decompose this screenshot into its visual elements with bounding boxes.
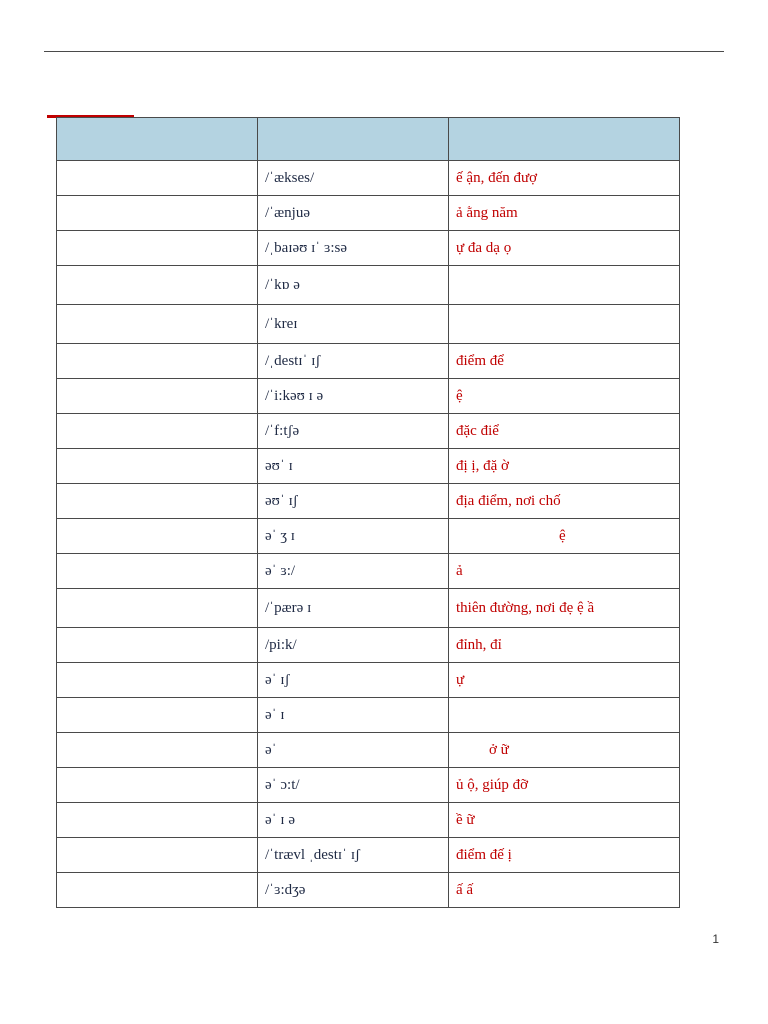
ipa-cell: əˈ <box>258 733 449 768</box>
ipa-cell: əˈ ɜ:/ <box>258 554 449 589</box>
table-row <box>57 838 680 873</box>
table-row <box>57 519 680 554</box>
table-row <box>57 379 680 414</box>
ipa-cell: /ˈænjuə <box>258 196 449 231</box>
meaning-cell: ấ ấ <box>449 873 680 908</box>
word-cell <box>57 554 258 589</box>
top-rule <box>44 51 724 52</box>
table-row <box>57 873 680 908</box>
table-header-row <box>57 118 680 161</box>
word-cell <box>57 161 258 196</box>
word-cell <box>57 768 258 803</box>
meaning-cell: đỉnh, đỉ <box>449 628 680 663</box>
ipa-cell: /ˈɜ:dʒə <box>258 873 449 908</box>
ipa-cell: əˈ ɪ ə <box>258 803 449 838</box>
table-row <box>57 589 680 628</box>
ipa-cell: əˈ ɔ:t/ <box>258 768 449 803</box>
meaning-cell: ủ ộ, giúp đỡ <box>449 768 680 803</box>
table-row <box>57 768 680 803</box>
ipa-cell: /ˈtrævl ˌdestɪˈ ɪʃ <box>258 838 449 873</box>
word-cell <box>57 628 258 663</box>
word-cell <box>57 519 258 554</box>
word-cell <box>57 589 258 628</box>
table-row <box>57 554 680 589</box>
meaning-cell <box>449 305 680 344</box>
table-row <box>57 161 680 196</box>
word-cell <box>57 733 258 768</box>
meaning-cell: đặc điể <box>449 414 680 449</box>
table-row <box>57 628 680 663</box>
word-cell <box>57 196 258 231</box>
ipa-cell: /ˌdestɪˈ ɪʃ <box>258 344 449 379</box>
ipa-cell: əˈ ʒ ɪ <box>258 519 449 554</box>
ipa-cell: /pi:k/ <box>258 628 449 663</box>
word-cell <box>57 266 258 305</box>
word-cell <box>57 379 258 414</box>
ipa-cell: əˈ ɪʃ <box>258 663 449 698</box>
meaning-cell <box>449 266 680 305</box>
ipa-cell: /ˈi:kəʊ ɪ ə <box>258 379 449 414</box>
word-cell <box>57 698 258 733</box>
word-cell <box>57 305 258 344</box>
word-cell <box>57 873 258 908</box>
word-cell <box>57 663 258 698</box>
ipa-cell: /ˈkreɪ <box>258 305 449 344</box>
word-cell <box>57 484 258 519</box>
meaning-cell: ả ằng năm <box>449 196 680 231</box>
table-row <box>57 663 680 698</box>
meaning-cell: thiên đường, nơi đẹ ệ ầ <box>449 589 680 628</box>
table-row <box>57 414 680 449</box>
word-cell <box>57 414 258 449</box>
meaning-cell: ệ <box>449 519 680 554</box>
meaning-cell: ả <box>449 554 680 589</box>
header-cell-meaning <box>449 118 680 161</box>
word-cell <box>57 449 258 484</box>
vocabulary-table <box>56 117 680 908</box>
ipa-cell: /ˌbaɪəʊ ɪˈ ɜ:sə <box>258 231 449 266</box>
ipa-cell: əʊˈ ɪ <box>258 449 449 484</box>
table-row <box>57 803 680 838</box>
meaning-cell: ự đa dạ ọ <box>449 231 680 266</box>
word-cell <box>57 838 258 873</box>
meaning-cell: đị ị, đặ ờ <box>449 449 680 484</box>
table-row <box>57 698 680 733</box>
table-row <box>57 231 680 266</box>
word-cell <box>57 344 258 379</box>
header-cell-ipa <box>258 118 449 161</box>
meaning-cell: ề ữ <box>449 803 680 838</box>
header-cell-word <box>57 118 258 161</box>
meaning-cell <box>449 698 680 733</box>
ipa-cell: əˈ ɪ <box>258 698 449 733</box>
meaning-cell: điểm để <box>449 344 680 379</box>
ipa-cell: /ˈpærə ɪ <box>258 589 449 628</box>
meaning-cell: điểm đế ị <box>449 838 680 873</box>
meaning-cell: ệ <box>449 379 680 414</box>
table-row <box>57 196 680 231</box>
ipa-cell: /ˈkɒ ə <box>258 266 449 305</box>
table-row <box>57 449 680 484</box>
ipa-cell: /ˈækses/ <box>258 161 449 196</box>
table-row <box>57 733 680 768</box>
meaning-cell: địa điểm, nơi chố <box>449 484 680 519</box>
table-row <box>57 484 680 519</box>
table-row <box>57 266 680 305</box>
meaning-cell: ế ận, đến đượ <box>449 161 680 196</box>
word-cell <box>57 231 258 266</box>
meaning-cell: ự <box>449 663 680 698</box>
word-cell <box>57 803 258 838</box>
ipa-cell: /ˈf:tʃə <box>258 414 449 449</box>
table-row <box>57 344 680 379</box>
page-number: 1 <box>712 932 719 946</box>
meaning-cell: ở ữ <box>449 733 680 768</box>
table-row <box>57 305 680 344</box>
ipa-cell: əʊˈ ɪʃ <box>258 484 449 519</box>
